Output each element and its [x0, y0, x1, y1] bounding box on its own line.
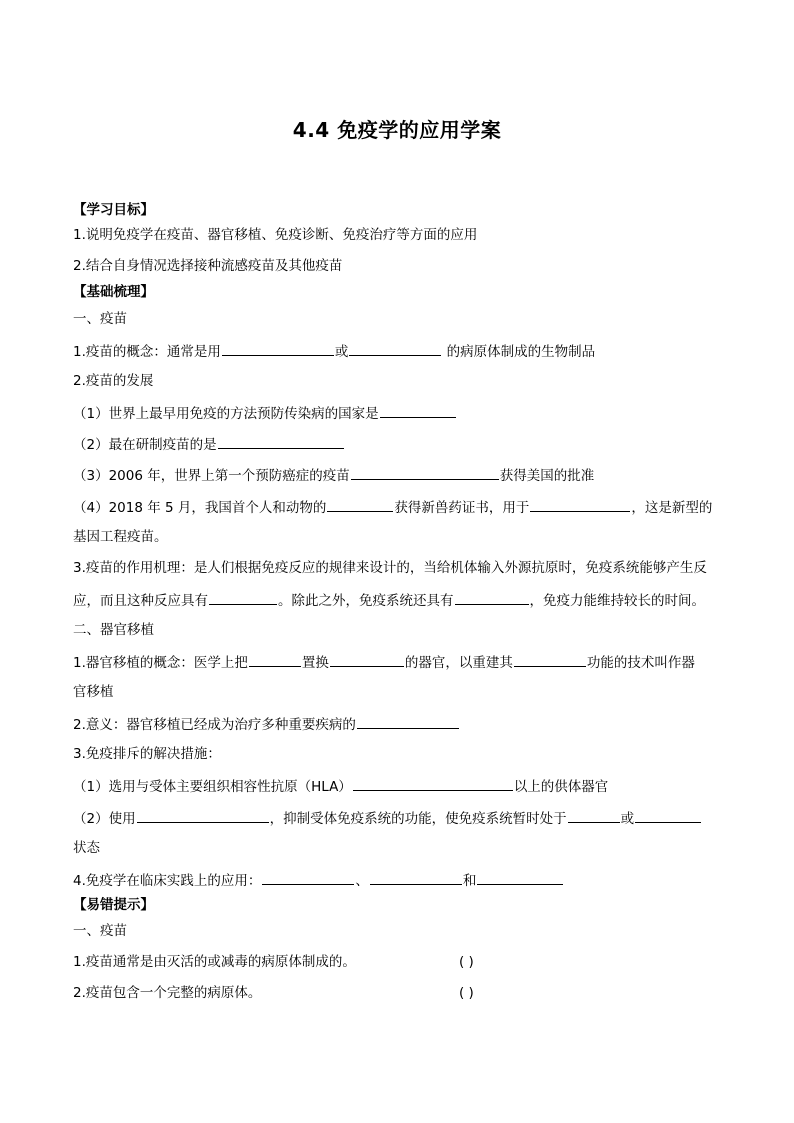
basics-heading: 【基础梳理】 [73, 284, 154, 300]
answer-parentheses[interactable]: ( ) [459, 985, 474, 1001]
question-item [73, 714, 460, 734]
answer-blank[interactable] [530, 497, 630, 512]
question-text: 或 [334, 344, 349, 360]
goal-item: 2.结合自身情况选择接种流感疫苗及其他疫苗 [73, 258, 343, 274]
question-text: （2）使用 [73, 811, 136, 827]
answer-blank[interactable] [209, 590, 277, 605]
goal-item: 1.说明免疫学在疫苗、器官移植、免疫诊断、免疫治疗等方面的应用 [73, 227, 478, 243]
question-text: 获得新兽药证书，用于 [394, 500, 530, 516]
question-continuation: 官移植 [73, 684, 114, 700]
question-item [73, 870, 564, 890]
question-vaccine-concept [73, 341, 595, 361]
question-text: （1）世界上最早用免疫的方法预防传染病的国家是 [73, 406, 379, 422]
question-text: （2）最在研制疫苗的是 [73, 437, 217, 453]
question-text: （3）2006 年，世界上第一个预防癌症的疫苗 [73, 468, 350, 484]
answer-blank[interactable] [568, 808, 620, 823]
question-item [73, 434, 345, 454]
question-text: 2.意义：器官移植已经成为治疗多种重要疾病的 [73, 717, 356, 733]
answer-blank[interactable] [370, 870, 462, 885]
vaccine-section-title: 一、疫苗 [73, 923, 127, 939]
true-false-item [73, 953, 474, 971]
question-text: 的器官，以重建其 [404, 655, 513, 671]
answer-blank[interactable] [353, 776, 513, 791]
question-organ-concept [73, 652, 695, 672]
question-text: 功能的技术叫作器 [586, 655, 695, 671]
question-text: 。除此之外，免疫系统还具有 [278, 593, 454, 609]
answer-blank[interactable] [330, 652, 404, 667]
question-item [73, 776, 608, 796]
answer-blank[interactable] [222, 341, 334, 356]
answer-blank[interactable] [327, 497, 393, 512]
answer-blank[interactable] [514, 652, 586, 667]
answer-blank[interactable] [351, 465, 499, 480]
question-continuation: 基因工程疫苗。 [73, 529, 168, 545]
answer-blank[interactable] [249, 652, 301, 667]
question-text: 1.器官移植的概念：医学上把 [73, 655, 248, 671]
question-text: 获得美国的批准 [499, 468, 595, 484]
question-text: （1）选用与受体主要组织相容性抗原（HLA） [73, 779, 352, 795]
vaccine-section-title: 一、疫苗 [73, 311, 127, 327]
goals-heading: 【学习目标】 [73, 202, 154, 218]
answer-blank[interactable] [349, 341, 441, 356]
question-text: 2.疫苗包含一个完整的病原体。 [73, 985, 262, 1001]
question-text: ，抑制受体免疫系统的功能，使免疫系统暂时处于 [269, 811, 567, 827]
answer-blank[interactable] [218, 434, 344, 449]
question-continuation: 状态 [73, 840, 100, 856]
answer-blank[interactable] [635, 808, 701, 823]
answer-blank[interactable] [262, 870, 354, 885]
question-item [73, 497, 712, 517]
question-item: 3.免疫排斥的解决措施： [73, 746, 221, 762]
question-text: ，这是新型的 [631, 500, 713, 516]
question-item [73, 465, 594, 485]
question-vaccine-mechanism: 3.疫苗的作用机理：是人们根据免疫反应的规律来设计的，当给机体输入外源抗原时，免疫系统能够产生反 [73, 560, 707, 576]
question-text: 置换 [301, 655, 329, 671]
question-text: 1.疫苗的概念：通常是用 [73, 344, 221, 360]
question-text: ，免疫力能维持较长的时间。 [529, 593, 705, 609]
answer-blank[interactable] [137, 808, 269, 823]
true-false-item [73, 984, 474, 1002]
question-vaccine-development: 2.疫苗的发展 [73, 373, 154, 389]
answer-blank[interactable] [477, 870, 563, 885]
question-text: 1.疫苗通常是由灭活的或减毒的病原体制成的。 [73, 954, 356, 970]
question-text: 4.免疫学在临床实践上的应用： [73, 873, 262, 889]
question-continuation [73, 590, 705, 610]
mistakes-heading: 【易错提示】 [73, 897, 154, 913]
question-text: 或 [620, 811, 635, 827]
question-text: 、 [355, 873, 369, 889]
question-item [73, 808, 702, 828]
answer-blank[interactable] [357, 714, 459, 729]
page-title: 4.4 免疫学的应用学案 [292, 118, 502, 142]
answer-blank[interactable] [455, 590, 529, 605]
question-item [73, 403, 457, 423]
question-text: 和 [462, 873, 477, 889]
question-text: 的病原体制成的生物制品 [442, 344, 596, 360]
question-text: 以上的供体器官 [513, 779, 609, 795]
question-text: （4）2018 年 5 月，我国首个人和动物的 [73, 500, 327, 516]
organ-section-title: 二、器官移植 [73, 622, 154, 638]
answer-blank[interactable] [380, 403, 456, 418]
answer-parentheses[interactable]: ( ) [459, 954, 474, 970]
question-text: 应，而且这种反应具有 [73, 593, 208, 609]
